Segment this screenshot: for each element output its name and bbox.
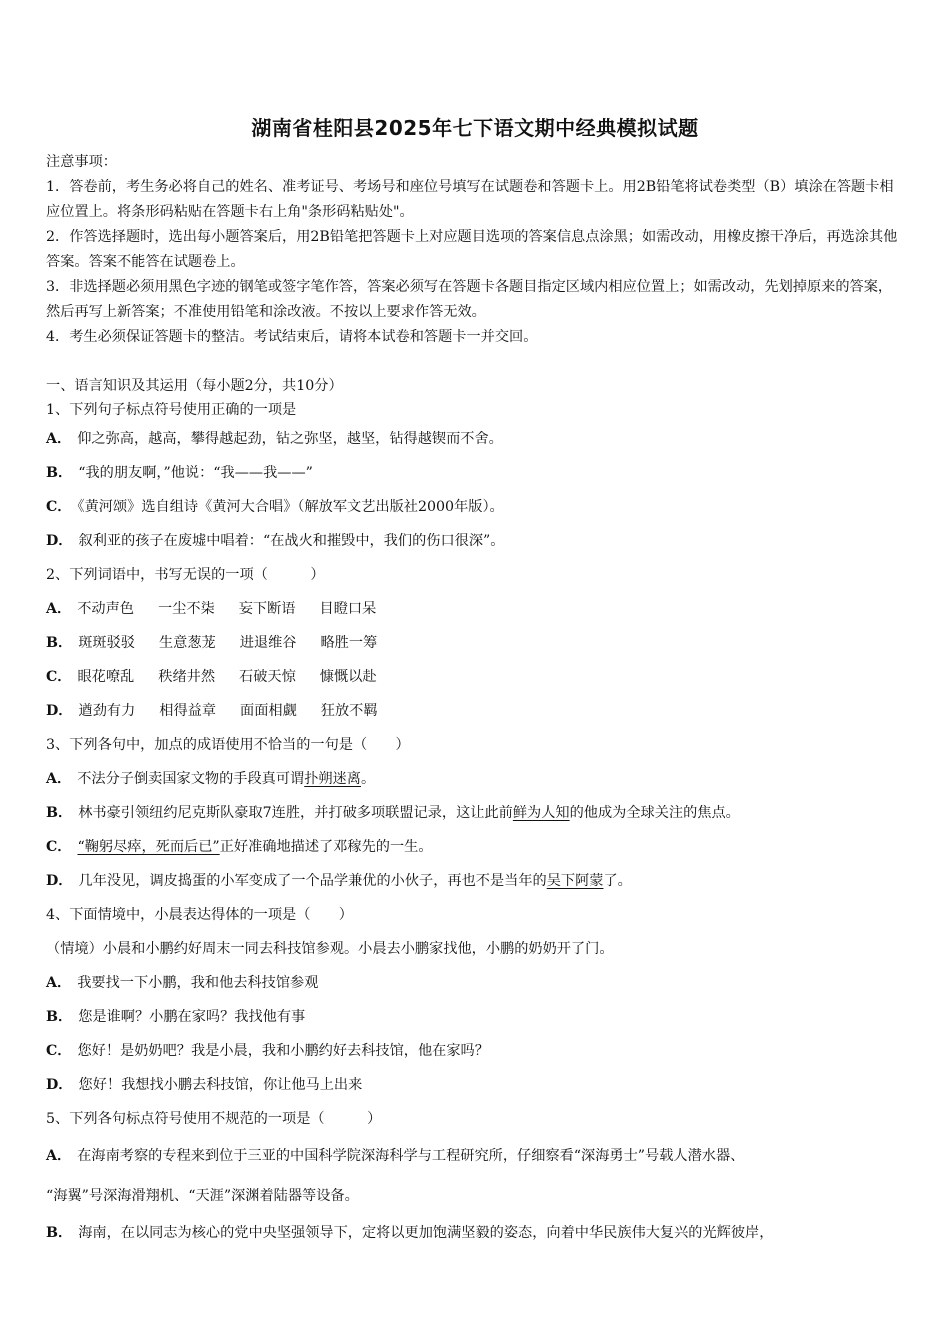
q3-option-d: D． 几年没见，调皮捣蛋的小军变成了一个品学兼优的小伙子，再也不是当年的吴下阿蒙了。 (46, 873, 632, 889)
q2-option-b: B． 斑斑驳驳 生意葱茏 进退维谷 略胜一筹 (46, 635, 378, 651)
q2-option-a: A． 不动声色 一尘不柒 妄下断语 目瞪口呆 (46, 601, 377, 617)
q4-stem: 4、下面情境中，小晨表达得体的一项是（ ） (46, 907, 353, 923)
notice-heading: 注意事项： (46, 154, 117, 170)
q1-option-d: D． 叙利亚的孩子在废墟中唱着：“在战火和摧毁中，我们的伤口很深”。 (46, 533, 505, 549)
q1-option-b: B． “我的朋友啊，”他说：“我——我——” (46, 465, 313, 481)
q3-option-b: B． 林书豪引领纽约尼克斯队豪取7连胜，并打破多项联盟记录，这让此前鲜为人知的他成为全球关注的焦点。 (46, 805, 740, 821)
q5-option-b-line1: B． 海南，在以同志为核心的党中央坚强领导下，定将以更加饱满坚毅的姿态，向着中华民族伟大复兴的光辉彼岸， (46, 1225, 774, 1241)
q4-option-d: D． 您好！我想找小鹏去科技馆，你让他马上出来 (46, 1077, 363, 1093)
q4-option-b: B． 您是谁啊？小鹏在家吗？我找他有事 (46, 1009, 306, 1025)
notice-item-4: 4．考生必须保证答题卡的整洁。考试结束后，请将本试卷和答题卡一并交回。 (46, 329, 538, 345)
q1-stem: 1、下列句子标点符号使用正确的一项是 (46, 402, 297, 418)
notice-item-1: 1．答卷前，考生务必将自己的姓名、准考证号、考场号和座位号填写在试题卷和答题卡上。用2B铅笔将试卷类型（B）填涂在答题卡相应位置上。将条形码粘贴在答题卡右上角"条形码粘贴处"。 (46, 179, 894, 220)
q4-option-a: A． 我要找一下小鹏，我和他去科技馆参观 (46, 975, 319, 991)
q3-option-c: C． “鞠躬尽瘁，死而后已”正好准确地描述了邓稼先的一生。 (46, 839, 433, 855)
document-title: 湖南省桂阳县2025年七下语文期中经典模拟试题 (251, 116, 699, 140)
q1-option-c: C． 《黄河颂》选自组诗《黄河大合唱》（解放军文艺出版社2000年版）。 (46, 499, 504, 515)
q5-option-a-line1: A． 在海南考察的专程来到位于三亚的中国科学院深海科学与工程研究所，仔细察看“深海勇士”号载人潜水器、 (46, 1148, 745, 1164)
q2-option-d: D． 遒劲有力 相得益章 面面相觑 狂放不羁 (46, 703, 378, 719)
notice-section (46, 150, 906, 350)
q3-stem: 3、下列各句中，加点的成语使用不恰当的一句是（ ） (46, 737, 410, 753)
section-heading: 一、语言知识及其运用（每小题2分，共10分） (46, 378, 343, 394)
q4-context: （情境）小晨和小鹏约好周末一同去科技馆参观。小晨去小鹏家找他，小鹏的奶奶开了门。 (46, 941, 614, 957)
q4-option-c: C． 您好！是奶奶吧？我是小晨，我和小鹏约好去科技馆，他在家吗？ (46, 1043, 489, 1059)
q5-option-a-line2: “海翼”号深海滑翔机、“天涯”深渊着陆器等设备。 (46, 1188, 359, 1204)
q1-option-a: A． 仰之弥高，越高，攀得越起劲，钻之弥坚，越坚，钻得越锲而不舍。 (46, 431, 503, 447)
q5-stem: 5、下列各句标点符号使用不规范的一项是（ ） (46, 1111, 382, 1127)
notice-item-2: 2．作答选择题时，选出每小题答案后，用2B铅笔把答题卡上对应题目选项的答案信息点涂黑；如需改动，用橡皮擦干净后，再选涂其他答案。答案不能答在试题卷上。 (46, 229, 898, 270)
q2-option-c: C． 眼花嘹乱 秩绪井然 石破天惊 慷慨以赴 (46, 669, 377, 685)
question-body (46, 374, 906, 1250)
q2-stem: 2、下列词语中，书写无误的一项（ ） (46, 567, 325, 583)
notice-item-3: 3．非选择题必须用黑色字迹的钢笔或签字笔作答，答案必须写在答题卡各题目指定区域内相应位置上；如需改动，先划掉原来的答案，然后再写上新答案；不准使用铅笔和涂改液。不按以上要求作答无效。 (46, 279, 893, 320)
q3-option-a: A． 不法分子倒卖国家文物的手段真可谓扑朔迷离。 (46, 771, 376, 787)
